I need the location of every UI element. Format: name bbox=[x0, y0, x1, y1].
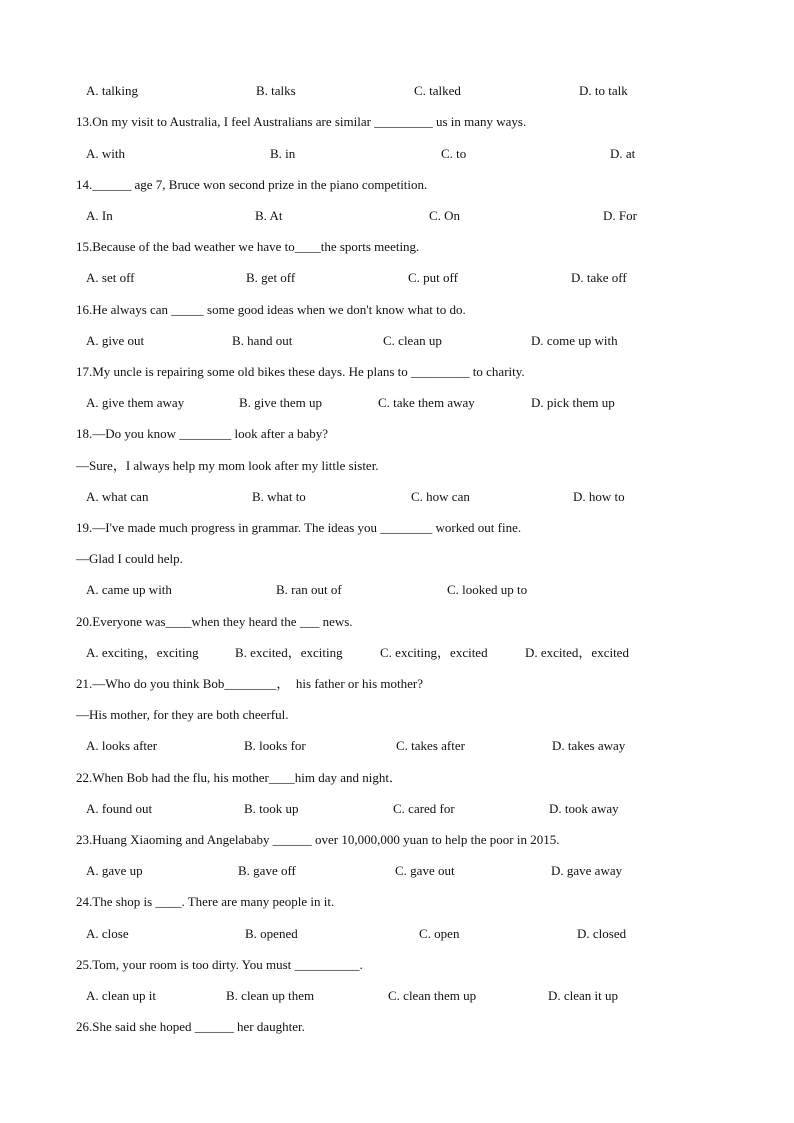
answer-option-a: A. set off bbox=[86, 270, 135, 285]
answer-option-d: D. come up with bbox=[531, 333, 618, 348]
answer-option-a: A. give out bbox=[86, 333, 145, 348]
question-text: 25.Tom, your room is too dirty. You must __________. bbox=[76, 957, 363, 972]
answer-option-a: A. with bbox=[86, 146, 125, 161]
question-text: 22.When Bob had the flu, his mother____him day and night． bbox=[76, 770, 403, 785]
answer-option-d: D. takes away bbox=[552, 738, 626, 753]
answer-option-a: A. talking bbox=[86, 83, 138, 98]
question-text: 17.My uncle is repairing some old bikes these days. He plans to _________ to charity. bbox=[76, 364, 525, 379]
question-text: 20.Everyone was____when they heard the ___ news. bbox=[76, 614, 353, 629]
answer-option-b: B. in bbox=[270, 146, 296, 161]
answer-option-c: C. looked up to bbox=[447, 582, 528, 597]
question-text: —Glad I could help. bbox=[76, 551, 183, 566]
answer-option-b: B. At bbox=[255, 208, 283, 223]
question-text: 26.She said she hoped ______ her daughter. bbox=[76, 1019, 305, 1034]
question-text: 19.—I've made much progress in grammar. The ideas you ________ worked out fine. bbox=[76, 520, 522, 535]
answer-option-d: D. For bbox=[603, 208, 637, 223]
answer-option-c: C. cared for bbox=[393, 801, 455, 816]
answer-option-a: A. looks after bbox=[86, 738, 158, 753]
answer-option-b: B. what to bbox=[252, 489, 306, 504]
answer-option-c: C. takes after bbox=[396, 738, 465, 753]
question-text: 24.The shop is ____. There are many people in it. bbox=[76, 894, 335, 909]
answer-option-b: B. gave off bbox=[238, 863, 296, 878]
answer-option-b: B. took up bbox=[244, 801, 299, 816]
answer-option-d: D. closed bbox=[577, 926, 627, 941]
answer-option-d: D. how to bbox=[573, 489, 625, 504]
answer-option-a: A. give them away bbox=[86, 395, 185, 410]
answer-option-c: C. to bbox=[441, 146, 467, 161]
answer-option-d: D. to talk bbox=[579, 83, 628, 98]
answer-option-b: B. excited，exciting bbox=[235, 645, 343, 660]
answer-option-c: C. exciting，excited bbox=[380, 645, 488, 660]
answer-option-d: D. gave away bbox=[551, 863, 623, 878]
answer-option-b: B. give them up bbox=[239, 395, 323, 410]
answer-option-c: C. talked bbox=[414, 83, 461, 98]
answer-option-a: A. In bbox=[86, 208, 113, 223]
answer-option-a: A. close bbox=[86, 926, 129, 941]
answer-option-c: C. gave out bbox=[395, 863, 455, 878]
answer-option-c: C. On bbox=[429, 208, 461, 223]
question-text: 23.Huang Xiaoming and Angelababy ______ over 10,000,000 yuan to help the poor in 2015. bbox=[76, 832, 560, 847]
answer-option-b: B. ran out of bbox=[276, 582, 342, 597]
question-text: 16.He always can _____ some good ideas when we don't know what to do. bbox=[76, 302, 466, 317]
answer-option-a: A. came up with bbox=[86, 582, 172, 597]
answer-option-b: B. looks for bbox=[244, 738, 306, 753]
answer-option-c: C. open bbox=[419, 926, 460, 941]
answer-option-c: C. clean up bbox=[383, 333, 442, 348]
answer-option-d: D. at bbox=[610, 146, 636, 161]
answer-option-d: D. took away bbox=[549, 801, 619, 816]
answer-option-c: C. clean them up bbox=[388, 988, 477, 1003]
answer-option-d: D. take off bbox=[571, 270, 627, 285]
question-text: —Sure，I always help my mom look after my little sister. bbox=[76, 458, 379, 473]
question-text: 13.On my visit to Australia, I feel Australians are similar _________ us in many ways. bbox=[76, 114, 527, 129]
question-text: 18.—Do you know ________ look after a baby? bbox=[76, 426, 329, 441]
answer-option-d: D. excited，excited bbox=[525, 645, 629, 660]
answer-option-b: B. talks bbox=[256, 83, 296, 98]
question-text: 21.—Who do you think Bob________， his father or his mother? bbox=[76, 676, 423, 691]
answer-option-a: A. gave up bbox=[86, 863, 143, 878]
answer-option-a: A. exciting，exciting bbox=[86, 645, 199, 660]
answer-option-b: B. hand out bbox=[232, 333, 293, 348]
answer-option-c: C. take them away bbox=[378, 395, 475, 410]
question-text: 14.______ age 7, Bruce won second prize in the piano competition. bbox=[76, 177, 428, 192]
question-text: —His mother, for they are both cheerful. bbox=[76, 707, 289, 722]
answer-option-d: D. pick them up bbox=[531, 395, 615, 410]
answer-option-c: C. how can bbox=[411, 489, 470, 504]
answer-option-a: A. clean up it bbox=[86, 988, 157, 1003]
answer-option-b: B. opened bbox=[245, 926, 298, 941]
answer-option-b: B. get off bbox=[246, 270, 296, 285]
answer-option-a: A. what can bbox=[86, 489, 149, 504]
answer-option-a: A. found out bbox=[86, 801, 153, 816]
question-text: 15.Because of the bad weather we have to____the sports meeting. bbox=[76, 239, 420, 254]
answer-option-b: B. clean up them bbox=[226, 988, 315, 1003]
answer-option-d: D. clean it up bbox=[548, 988, 619, 1003]
answer-option-c: C. put off bbox=[408, 270, 458, 285]
